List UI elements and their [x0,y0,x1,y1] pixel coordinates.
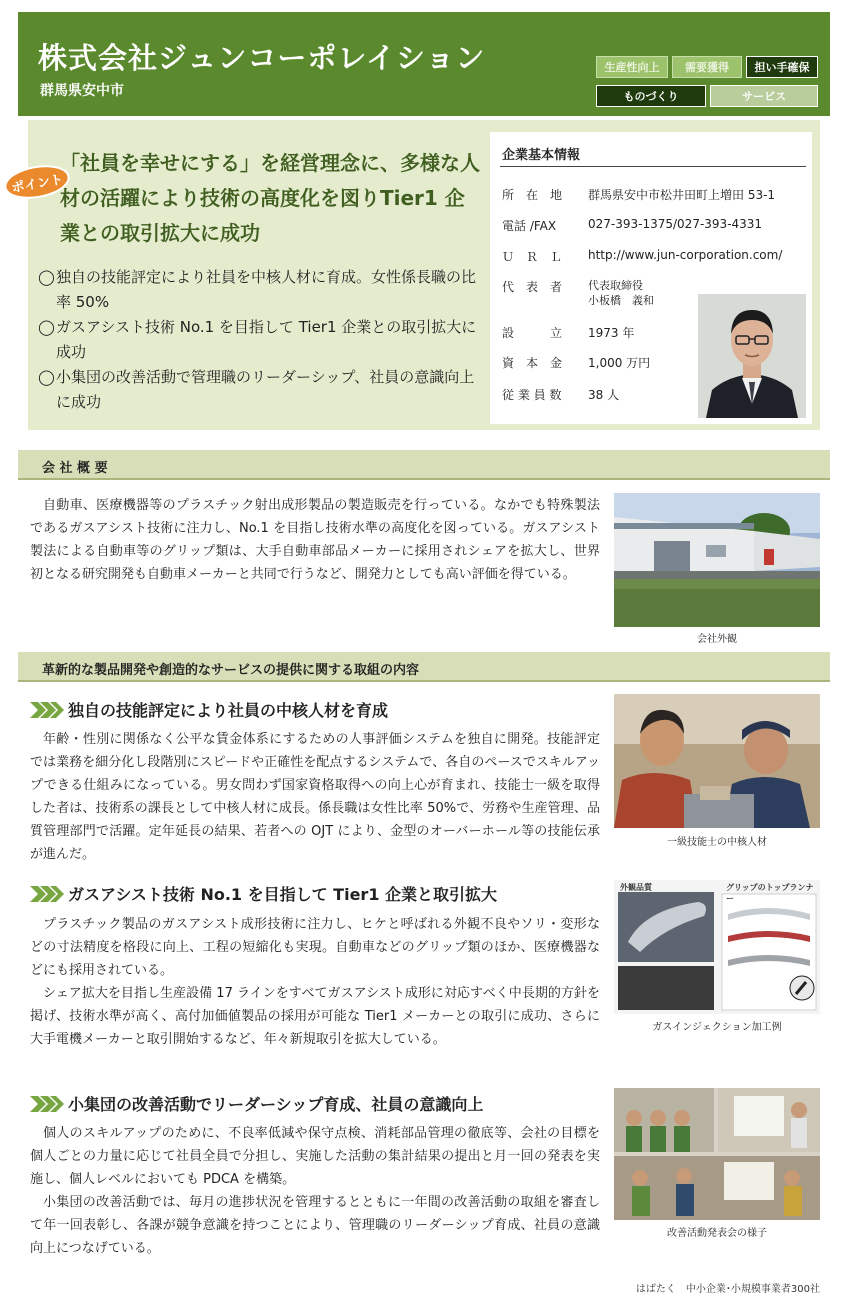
tag-service: サービス [710,85,818,107]
section-heading-overview: 会 社 概 要 [18,450,830,480]
point-item: ◯小集団の改善活動で管理職のリーダーシップ、社員の意識向上に成功 [38,365,488,415]
improvement-photo-caption: 改善活動発表会の様子 [667,1228,767,1239]
section-heading-initiatives: 革新的な製品開発や創造的なサービスの提供に関する取組の内容 [18,652,830,682]
info-row-employees: 従 業 員 数 38 人 [502,388,620,402]
subsection-title-skills: 独自の技能評定により社員の中核人材を育成 [30,698,388,721]
improvement-presentation-photo [614,1088,820,1220]
skilled-workers-photo [614,694,820,828]
subsection-text-skills: 年齢・性別に関係なく公平な賃金体系にするための人事評価システムを独自に開発。技能評定では業務を細分化し段階別にスピードや正確性を配点するシステムで、各自のペースでスキルアップできる仕組みになっている。男女問わず国家資格取得への向上心が育まれ、技能士一級を取得した者は、技術系の課長として中核人材に成長。係長職は女性比率 50%で、労務や生産管理、品質管理部門で活躍。定年延長の結果、若者への OJT により、金型のオーバーホール等の技能伝承が進んだ。 [30,732,600,862]
tag-workforce: 担い手確保 [746,56,818,78]
company-title: 株式会社ジュンコーポレイション [38,41,486,75]
point-list [38,265,488,415]
point-badge: ポイント [2,161,73,204]
info-row-address: 所 在 地 群馬県安中市松井田町上増田 53-1 [502,188,776,202]
overview-photo-caption: 会社外観 [697,634,737,645]
info-row-founded: 設 立 1973 年 [502,326,635,340]
bullet-circle: ◯ [38,268,55,286]
info-row-representative: 代 表 者 代表取締役 小板橋 義和 [502,279,654,307]
tag-productivity: 生産性向上 [596,56,668,78]
company-location: 群馬県安中市 [40,83,124,99]
gas-assist-photo-caption: ガスインジェクション加工例 [652,1022,782,1033]
bullet-circle: ◯ [38,368,55,386]
photo-label-appearance: 外観品質 [620,883,652,892]
company-url-link[interactable]: http://www.jun-corporation.com/ [588,248,783,262]
tag-manufacturing: ものづくり [596,85,706,107]
bullet-circle: ◯ [38,318,55,336]
gas-injection-examples-photo [614,880,820,1014]
subsection-text-gas-assist: プラスチック製品のガスアシスト成形技術に注力し、ヒケと呼ばれる外観不良やソリ・変形などの寸法精度を格段に向上、工程の短縮化も実現。自動車などのグリップ類のほか、医療機器などにも採用されている。 シェア拡大を目指し生産設備 17 ラインをすべてガスアシスト成形に対応すべく中長期的方針を掲げ、技術水準が高く、高付加価値製品の採用が可能な Tier1 メーカーとの取引に成功、さらに大手電機メーカーと取引開始するなど、年々新規取引を拡大している。 [30,917,600,1047]
representative-photo [698,294,806,418]
divider [500,166,806,167]
page-footer: はばたく 中小企業･小規模事業者300社 [635,1284,820,1295]
info-row-tel: 電話 /FAX 027-393-1375/027-393-4331 [502,217,763,233]
company-exterior-photo [614,493,820,627]
point-headline: 「社員を幸せにする」を経営理念に、多様な人材の活躍により技術の高度化を図りTier1 企業との取引拡大に成功 [60,151,480,245]
header-banner [18,12,830,116]
subsection-title-improvement: 小集団の改善活動でリーダーシップ育成、社員の意識向上 [30,1092,483,1115]
overview-text: 自動車、医療機器等のプラスチック射出成形製品の製造販売を行っている。なかでも特殊製法であるガスアシスト技術に注力し、No.1 を目指し技術水準の高度化を図っている。ガスアシスト製法による自動車等のグリップ類は、大手自動車部品メーカーに採用されシェアを拡大し、世界初となる研究開発も自動車メーカーと共同で行うなど、開発力としても高い評価を得ている。 [30,498,600,582]
chevron-arrows-icon [30,702,64,718]
skills-photo-caption: 一級技能士の中核人材 [667,837,767,848]
chevron-arrows-icon [30,1096,64,1112]
company-info-panel [490,132,812,424]
company-info-title: 企業基本情報 [502,148,581,163]
photo-label-grip: グリップのトップランナー [726,883,814,903]
point-item: ◯ガスアシスト技術 No.1 を目指して Tier1 企業との取引拡大に成功 [38,315,488,365]
point-item: ◯独自の技能評定により社員を中核人材に育成。女性係長職の比率 50% [38,265,488,315]
chevron-arrows-icon [30,886,64,902]
subsection-text-improvement: 個人のスキルアップのために、不良率低減や保守点検、消耗部品管理の徹底等、会社の目標を個人ごとの力量に応じて社員全員で分担し、実施した活動の集計結果の提出と月一回の発表を実施し、個人レベルにおいても PDCA を構築。 小集団の改善活動では、毎月の進捗状況を管理するとともに一年間の改善活動の取組を審査して年一回表彰し、各課が競争意識を持つことにより、管理職のリーダーシップ育成、社員の意識向上につなげている。 [30,1126,600,1256]
info-row-capital: 資 本 金 1,000 万円 [502,356,651,370]
info-row-url: Ｕ Ｒ Ｌ http://www.jun-corporation.com/ [502,248,783,264]
tag-demand: 需要獲得 [672,56,742,78]
subsection-title-gas-assist: ガスアシスト技術 No.1 を目指して Tier1 企業と取引拡大 [30,882,497,905]
